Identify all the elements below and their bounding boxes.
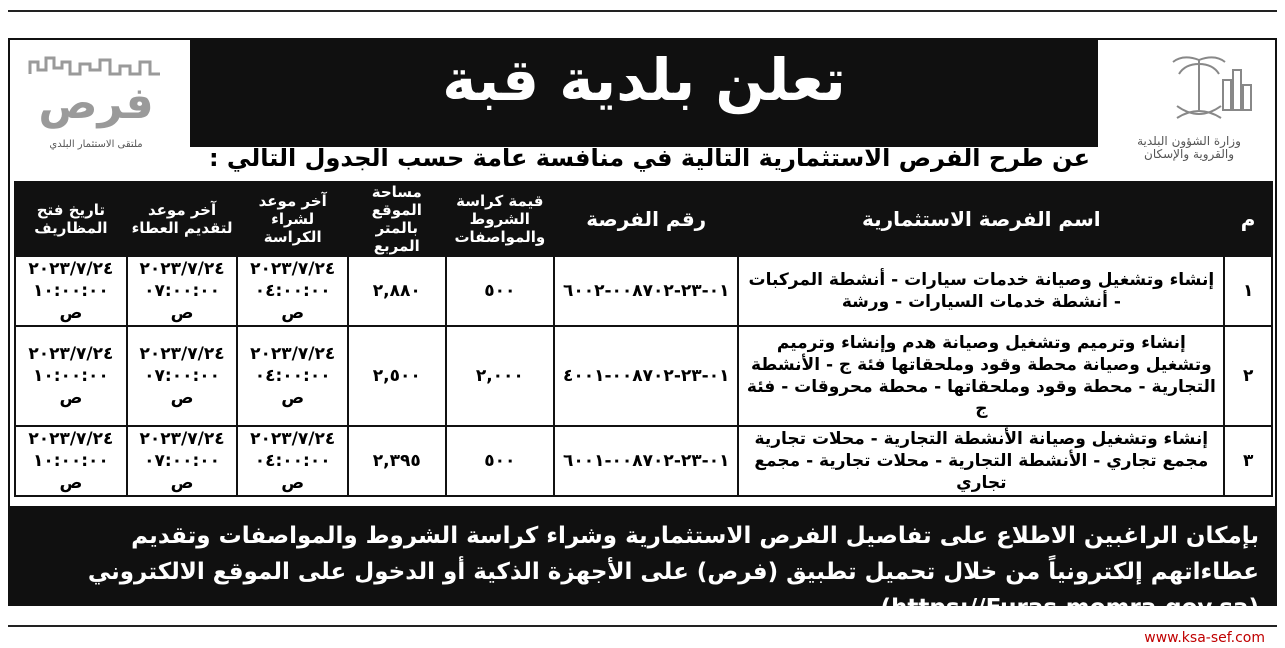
col-header-open-date: تاريخ فتح المظاريف (15, 182, 127, 256)
col-header-submit-deadline: آخر موعد لتقديم العطاء (127, 182, 238, 256)
buy-deadline-time: ٠٤:٠٠:٠٠ ص (254, 281, 331, 323)
opportunity-code: ٠١-٢٣-٠٠٨٧٠٢-٦٠٠٢ (554, 256, 738, 326)
site-area: ٢,٨٨٠ (348, 256, 446, 326)
row-index: ٢ (1224, 326, 1272, 426)
col-header-name: اسم الفرصة الاستثمارية (738, 182, 1224, 256)
furas-wordmark: فرص (38, 78, 154, 129)
col-header-code: رقم الفرصة (554, 182, 738, 256)
announcement-title: تعلن بلدية قبة (442, 46, 846, 114)
open-date-time: ١٠:٠٠:٠٠ ص (32, 281, 109, 323)
buy-deadline (237, 426, 348, 496)
opportunity-code: ٠١-٢٣-٠٠٨٧٠٢-٦٠٠١ (554, 426, 738, 496)
row-index: ٣ (1224, 426, 1272, 496)
table-row (15, 326, 1272, 426)
open-date-date: ٢٠٢٣/٧/٢٤ (28, 429, 114, 449)
submit-deadline (127, 426, 238, 496)
buy-deadline (237, 326, 348, 426)
submit-deadline-date: ٢٠٢٣/٧/٢٤ (139, 429, 225, 449)
open-date-date: ٢٠٢٣/٧/٢٤ (28, 259, 114, 279)
buy-deadline (237, 256, 348, 326)
submit-deadline-date: ٢٠٢٣/٧/٢٤ (139, 344, 225, 364)
buy-deadline-date: ٢٠٢٣/٧/٢٤ (250, 344, 336, 364)
opportunity-code: ٠١-٢٣-٠٠٨٧٠٢-٤٠٠١ (554, 326, 738, 426)
col-header-area: مساحة الموقع بالمتر المربع (348, 182, 446, 256)
open-date (15, 426, 127, 496)
buy-deadline-time: ٠٤:٠٠:٠٠ ص (254, 366, 331, 408)
submit-deadline-time: ٠٧:٠٠:٠٠ ص (144, 366, 220, 408)
col-header-fee: قيمة كراسة الشروط والمواصفات (446, 182, 554, 256)
bottom-rule (8, 625, 1277, 627)
open-date (15, 256, 127, 326)
furas-caption: ملتقى الاستثمار البلدي (49, 139, 143, 150)
footer-notice (10, 506, 1275, 621)
source-watermark: www.ksa-sef.com (1144, 630, 1265, 646)
submit-deadline (127, 326, 238, 426)
ministry-name: وزارة الشؤون البلدية والقروية والإسكان (1137, 134, 1241, 161)
table-row (15, 426, 1272, 496)
open-date-date: ٢٠٢٣/٧/٢٤ (28, 344, 114, 364)
buy-deadline-date: ٢٠٢٣/٧/٢٤ (250, 259, 336, 279)
site-area: ٢,٥٠٠ (348, 326, 446, 426)
top-rule (8, 10, 1277, 12)
submit-deadline-time: ٠٧:٠٠:٠٠ ص (144, 451, 220, 493)
col-header-index: م (1224, 182, 1272, 256)
buy-deadline-date: ٢٠٢٣/٧/٢٤ (250, 429, 336, 449)
header-band (190, 40, 1098, 147)
opportunity-name: إنشاء وترميم وتشغيل وصيانة هدم وإنشاء وترميم وتشغيل وصيانة محطة وقود وملحقاتها فئة ج - الأنشطة التجارية - محطة وقود وملحقاتها - محطة محروقات - فئة ج (738, 326, 1224, 426)
opportunities-table (14, 181, 1273, 497)
announcement-subtitle: عن طرح الفرص الاستثمارية التالية في منافسة عامة حسب الجدول التالي : (208, 144, 1090, 172)
table-header-row (15, 182, 1272, 256)
advertisement (8, 38, 1277, 621)
opportunity-name: إنشاء وتشغيل وصيانة خدمات سيارات - أنشطة المركبات - أنشطة خدمات السيارات - ورشة (738, 256, 1224, 326)
footer-text: بإمكان الراغبين الاطلاع على تفاصيل الفرص الاستثمارية وشراء كراسة الشروط والمواصفات وتقديم عطاءاتهم إلكترونياً من خلال تحميل تطبيق (فرص) على الأجهزة الذكية أو الدخول على الموقع الالكتروني (https://Furas.momra.gov.sa). (87, 523, 1259, 621)
booklet-fee: ٥٠٠ (446, 426, 554, 496)
open-date-time: ١٠:٠٠:٠٠ ص (32, 366, 109, 408)
booklet-fee: ٥٠٠ (446, 256, 554, 326)
col-header-buy-deadline: آخر موعد لشراء الكراسة (237, 182, 348, 256)
opportunity-name: إنشاء وتشغيل وصيانة الأنشطة التجارية - محلات تجارية مجمع تجاري - الأنشطة التجارية - محلات تجارية - مجمع تجاري (738, 426, 1224, 496)
submit-deadline (127, 256, 238, 326)
site-area: ٢,٣٩٥ (348, 426, 446, 496)
booklet-fee: ٢,٠٠٠ (446, 326, 554, 426)
row-index: ١ (1224, 256, 1272, 326)
buy-deadline-time: ٠٤:٠٠:٠٠ ص (254, 451, 331, 493)
furas-logo (10, 40, 182, 185)
open-date-time: ١٠:٠٠:٠٠ ص (32, 451, 109, 493)
open-date (15, 326, 127, 426)
ministry-logo (1103, 40, 1275, 185)
table-row (15, 256, 1272, 326)
submit-deadline-date: ٢٠٢٣/٧/٢٤ (139, 259, 225, 279)
submit-deadline-time: ٠٧:٠٠:٠٠ ص (144, 281, 220, 323)
